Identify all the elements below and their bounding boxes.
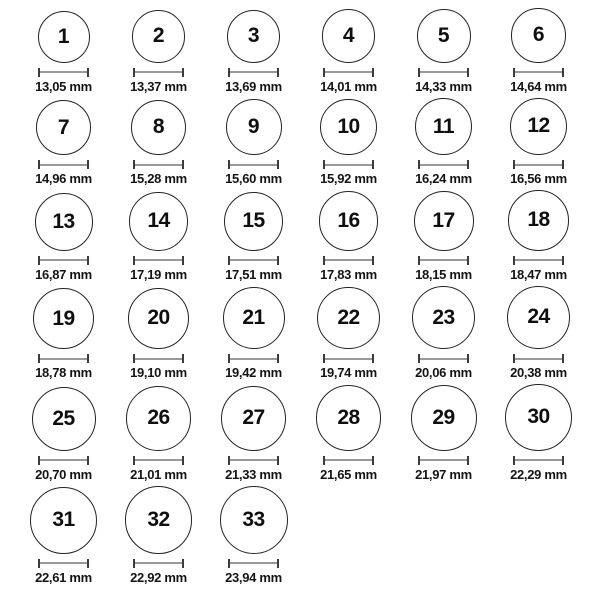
ring-circle xyxy=(507,286,571,350)
ring-size-number: 1 xyxy=(57,24,70,48)
diameter-label: 15,60 mm xyxy=(225,171,282,186)
measure-rule xyxy=(420,358,467,360)
ring-circle xyxy=(36,100,91,155)
ring-size-item xyxy=(111,386,206,482)
measure-rule xyxy=(230,562,277,564)
diameter-measure-line xyxy=(228,559,279,568)
ring-size-number: 24 xyxy=(527,305,550,329)
diameter-measure-line xyxy=(418,68,469,77)
ring-size-number: 32 xyxy=(147,507,170,531)
ring-size-number: 28 xyxy=(337,405,360,429)
diameter-measure-line xyxy=(38,68,89,77)
ring-size-number: 14 xyxy=(147,209,170,233)
ring-size-number: 6 xyxy=(532,23,545,47)
measure-rule xyxy=(230,358,277,360)
ring-circle xyxy=(316,385,382,451)
ring-size-number: 5 xyxy=(437,23,450,47)
measure-rule xyxy=(40,459,87,461)
ring-size-number: 16 xyxy=(337,208,360,232)
diameter-label: 16,24 mm xyxy=(415,171,472,186)
diameter-label: 15,92 mm xyxy=(320,171,377,186)
ring-circle xyxy=(417,9,471,63)
ring-circle xyxy=(511,8,566,63)
ring-size-item xyxy=(111,288,206,381)
diameter-measure-line xyxy=(38,559,89,568)
ring-size-row xyxy=(16,286,600,381)
ring-circle xyxy=(505,384,572,451)
ring-size-number: 25 xyxy=(52,406,75,430)
ring-circle xyxy=(508,190,569,251)
ring-size-item xyxy=(396,9,491,94)
ring-size-item xyxy=(206,486,301,585)
diameter-label: 18,47 mm xyxy=(510,266,567,282)
measure-rule xyxy=(230,164,277,166)
ring-size-number: 18 xyxy=(527,208,550,232)
diameter-label: 17,83 mm xyxy=(320,266,377,282)
diameter-label: 19,10 mm xyxy=(130,365,187,380)
diameter-label: 21,01 mm xyxy=(130,466,187,482)
ring-circle xyxy=(411,385,477,451)
ring-size-number: 12 xyxy=(527,114,550,138)
diameter-measure-line xyxy=(38,256,89,265)
diameter-measure-line xyxy=(418,354,469,363)
diameter-label: 19,42 mm xyxy=(225,365,282,380)
ring-size-number: 9 xyxy=(247,115,260,138)
ring-size-number: 27 xyxy=(242,406,265,429)
measure-rule xyxy=(325,358,372,360)
diameter-label: 14,64 mm xyxy=(510,78,567,94)
diameter-measure-line xyxy=(418,160,469,169)
ring-size-number: 22 xyxy=(337,305,360,329)
diameter-measure-line xyxy=(133,354,184,363)
measure-rule xyxy=(230,459,277,461)
ring-size-item xyxy=(491,8,586,94)
ring-size-number: 29 xyxy=(432,405,455,429)
measure-rule xyxy=(515,459,562,461)
ring-size-number: 26 xyxy=(147,406,170,430)
ring-size-number: 30 xyxy=(527,405,550,429)
ring-size-item xyxy=(16,288,111,380)
ring-size-item xyxy=(301,191,396,282)
ring-size-row xyxy=(16,190,600,282)
diameter-label: 21,33 mm xyxy=(225,466,282,482)
measure-rule xyxy=(40,164,87,166)
measure-rule xyxy=(515,259,562,261)
diameter-label: 20,38 mm xyxy=(510,365,567,380)
ring-circle xyxy=(131,100,187,156)
diameter-label: 17,51 mm xyxy=(225,266,282,282)
ring-size-row xyxy=(16,98,600,187)
measure-rule xyxy=(325,459,372,461)
measure-rule xyxy=(325,164,372,166)
ring-size-number: 33 xyxy=(242,507,265,531)
ring-size-grid xyxy=(16,8,600,585)
measure-rule xyxy=(135,459,182,461)
ring-circle xyxy=(415,98,472,155)
ring-size-number: 3 xyxy=(247,24,260,47)
ring-circle xyxy=(128,288,190,350)
ring-size-item xyxy=(206,192,301,282)
diameter-measure-line xyxy=(323,256,374,265)
ring-size-number: 20 xyxy=(147,306,170,330)
diameter-measure-line xyxy=(133,559,184,568)
ring-circle xyxy=(319,191,379,251)
diameter-label: 20,70 mm xyxy=(35,466,92,482)
ring-size-number: 10 xyxy=(337,114,360,138)
ring-circle xyxy=(320,99,377,156)
diameter-label: 15,28 mm xyxy=(130,171,187,186)
measure-rule xyxy=(325,259,372,261)
ring-size-number: 4 xyxy=(342,23,355,47)
ring-circle xyxy=(412,286,475,349)
measure-rule xyxy=(135,71,182,73)
ring-size-item xyxy=(301,385,396,482)
ring-circle xyxy=(38,11,90,63)
ring-circle xyxy=(30,487,97,554)
diameter-measure-line xyxy=(323,160,374,169)
diameter-measure-line xyxy=(513,456,564,465)
ring-size-item xyxy=(111,486,206,585)
ring-circle xyxy=(226,99,282,155)
ring-size-item xyxy=(396,385,491,482)
measure-rule xyxy=(135,358,182,360)
measure-rule xyxy=(40,259,87,261)
ring-size-number: 17 xyxy=(432,208,455,232)
diameter-measure-line xyxy=(228,456,279,465)
diameter-label: 16,56 mm xyxy=(510,171,567,186)
ring-circle xyxy=(132,10,185,63)
ring-circle xyxy=(322,9,376,63)
diameter-label: 20,06 mm xyxy=(415,365,472,380)
ring-size-number: 8 xyxy=(152,115,165,139)
diameter-label: 18,78 mm xyxy=(35,365,92,380)
diameter-label: 13,69 mm xyxy=(225,78,282,94)
diameter-label: 14,01 mm xyxy=(320,78,377,94)
diameter-label: 21,97 mm xyxy=(415,466,472,482)
ring-size-item xyxy=(206,386,301,482)
diameter-measure-line xyxy=(323,68,374,77)
ring-size-item xyxy=(301,99,396,187)
diameter-label: 13,37 mm xyxy=(130,78,187,94)
ring-size-item xyxy=(491,286,586,381)
diameter-label: 22,29 mm xyxy=(510,466,567,482)
measure-rule xyxy=(515,164,562,166)
measure-rule xyxy=(230,259,277,261)
ring-size-item xyxy=(111,100,206,187)
ring-circle xyxy=(125,486,193,554)
ring-circle xyxy=(223,287,285,349)
diameter-label: 22,61 mm xyxy=(35,569,92,585)
ring-circle xyxy=(510,98,568,156)
measure-rule xyxy=(325,71,372,73)
ring-circle xyxy=(33,288,94,349)
ring-size-item xyxy=(111,10,206,94)
diameter-label: 22,92 mm xyxy=(130,569,187,585)
ring-size-row xyxy=(16,486,600,585)
ring-circle xyxy=(126,386,191,451)
measure-rule xyxy=(515,71,562,73)
diameter-measure-line xyxy=(133,68,184,77)
ring-size-item xyxy=(491,98,586,187)
diameter-label: 17,19 mm xyxy=(130,266,187,282)
ring-circle xyxy=(317,287,380,350)
diameter-measure-line xyxy=(513,256,564,265)
ring-size-item xyxy=(396,286,491,380)
ring-size-item xyxy=(301,9,396,94)
measure-rule xyxy=(135,562,182,564)
ring-size-item xyxy=(491,384,586,482)
diameter-measure-line xyxy=(418,456,469,465)
ring-size-number: 2 xyxy=(152,24,165,48)
diameter-measure-line xyxy=(38,456,89,465)
measure-rule xyxy=(420,459,467,461)
ring-circle xyxy=(414,191,474,251)
diameter-label: 18,15 mm xyxy=(415,266,472,282)
diameter-measure-line xyxy=(513,354,564,363)
ring-circle xyxy=(224,192,283,251)
ring-size-number: 19 xyxy=(52,306,75,330)
diameter-label: 13,05 mm xyxy=(35,78,92,94)
ring-size-number: 31 xyxy=(52,508,75,531)
diameter-label: 16,87 mm xyxy=(35,266,92,282)
measure-rule xyxy=(420,259,467,261)
ring-size-row xyxy=(16,8,600,94)
diameter-measure-line xyxy=(228,256,279,265)
diameter-measure-line xyxy=(133,456,184,465)
diameter-measure-line xyxy=(228,68,279,77)
ring-size-number: 13 xyxy=(52,209,75,233)
measure-rule xyxy=(515,358,562,360)
ring-circle xyxy=(32,387,96,451)
measure-rule xyxy=(40,358,87,360)
ring-size-item xyxy=(396,191,491,282)
diameter-measure-line xyxy=(38,160,89,169)
ring-size-row xyxy=(16,384,600,482)
ring-circle xyxy=(35,193,93,251)
diameter-label: 14,96 mm xyxy=(35,171,92,186)
diameter-label: 19,74 mm xyxy=(320,365,377,380)
ring-size-item xyxy=(206,10,301,94)
diameter-measure-line xyxy=(228,160,279,169)
diameter-measure-line xyxy=(513,160,564,169)
diameter-measure-line xyxy=(323,354,374,363)
ring-circle xyxy=(220,486,288,554)
measure-rule xyxy=(40,71,87,73)
ring-size-item xyxy=(396,98,491,186)
measure-rule xyxy=(230,71,277,73)
diameter-measure-line xyxy=(133,256,184,265)
ring-size-number: 21 xyxy=(242,306,265,329)
diameter-measure-line xyxy=(418,256,469,265)
ring-size-item xyxy=(16,100,111,186)
ring-circle xyxy=(227,10,280,63)
ring-size-number: 23 xyxy=(432,305,455,329)
ring-size-item xyxy=(16,487,111,585)
ring-size-item xyxy=(301,287,396,381)
measure-rule xyxy=(135,164,182,166)
diameter-measure-line xyxy=(228,354,279,363)
measure-rule xyxy=(420,164,467,166)
measure-rule xyxy=(420,71,467,73)
diameter-label: 21,65 mm xyxy=(320,466,377,482)
measure-rule xyxy=(135,259,182,261)
ring-size-item xyxy=(206,287,301,380)
diameter-measure-line xyxy=(323,456,374,465)
ring-size-number: 11 xyxy=(432,114,455,138)
measure-rule xyxy=(40,562,87,564)
ring-size-number: 15 xyxy=(242,209,265,232)
diameter-measure-line xyxy=(38,354,89,363)
ring-size-item xyxy=(491,190,586,282)
diameter-measure-line xyxy=(513,68,564,77)
ring-size-item xyxy=(16,11,111,94)
ring-circle xyxy=(129,192,188,251)
ring-size-item xyxy=(111,192,206,282)
ring-size-number: 7 xyxy=(57,115,70,139)
ring-size-item xyxy=(16,387,111,482)
ring-circle xyxy=(221,386,286,451)
diameter-label: 23,94 mm xyxy=(225,569,282,585)
diameter-label: 14,33 mm xyxy=(415,78,472,94)
ring-size-item xyxy=(206,99,301,186)
ring-size-item xyxy=(16,193,111,282)
diameter-measure-line xyxy=(133,160,184,169)
